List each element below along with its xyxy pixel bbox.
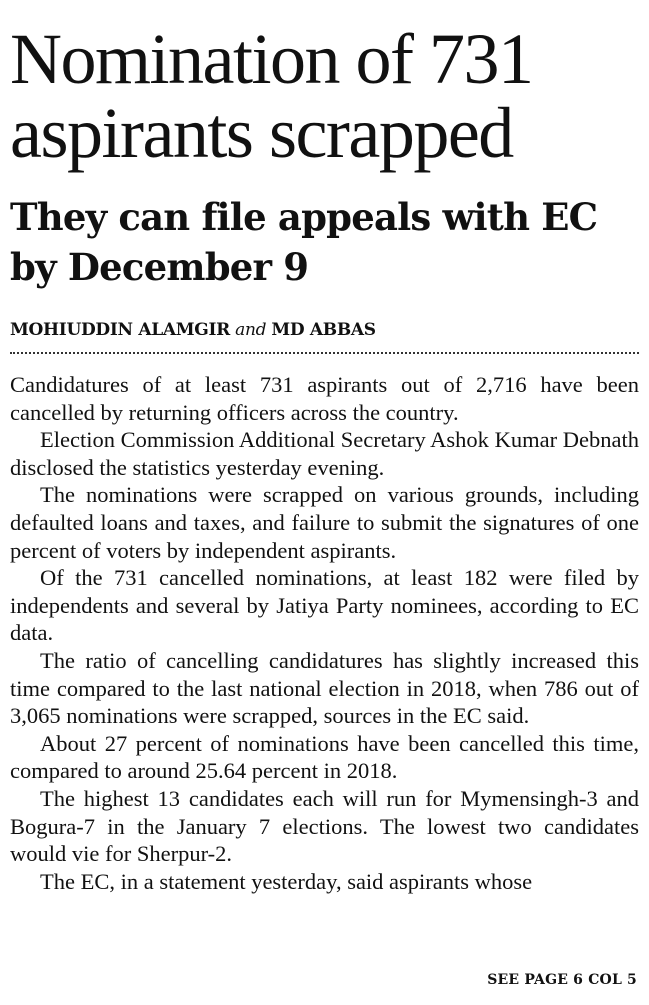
subheadline: They can file appeals with EC by December 9	[10, 195, 598, 289]
article-paragraph: Of the 731 cancelled nominations, at least 182 were filed by independents and several by Jatiya Party nominees, according to EC data.	[10, 565, 639, 646]
dotted-divider	[10, 352, 639, 354]
article-paragraph: Election Commission Additional Secretary Ashok Kumar Debnath disclosed the statistics yesterday evening.	[10, 427, 639, 480]
article-paragraph: Candidatures of at least 731 aspirants out of 2,716 have been cancelled by returning officers across the country.	[10, 372, 639, 425]
article-paragraph: The ratio of cancelling candidatures has slightly increased this time compared to the last national election in 2018, when 786 out of 3,065 nominations were scrapped, sources in the EC said.	[10, 647, 639, 729]
article-paragraph: The highest 13 candidates each will run for Mymensingh-3 and Bogura-7 in the January 7 elections. The lowest two candidates would vie for Sherpur-2.	[10, 785, 639, 867]
article-paragraph: The EC, in a statement yesterday, said aspirants whose	[40, 868, 533, 894]
article-paragraph: About 27 percent of nominations have been cancelled this time, compared to around 25.64 percent in 2018.	[10, 730, 639, 784]
article-body	[10, 371, 639, 895]
headline: Nomination of 731 aspirants scrapped	[10, 19, 533, 173]
byline-author-1: MOHIUDDIN ALAMGIR	[10, 320, 231, 340]
article-paragraph: The nominations were scrapped on various grounds, including defaulted loans and taxes, and failure to submit the signatures of one percent of voters by independent aspirants.	[10, 482, 639, 563]
byline	[10, 318, 642, 342]
continued-reference: SEE PAGE 6 COL 5	[487, 972, 637, 988]
byline-author-2: MD ABBAS	[271, 320, 376, 340]
byline-conjunction: and	[235, 320, 267, 340]
